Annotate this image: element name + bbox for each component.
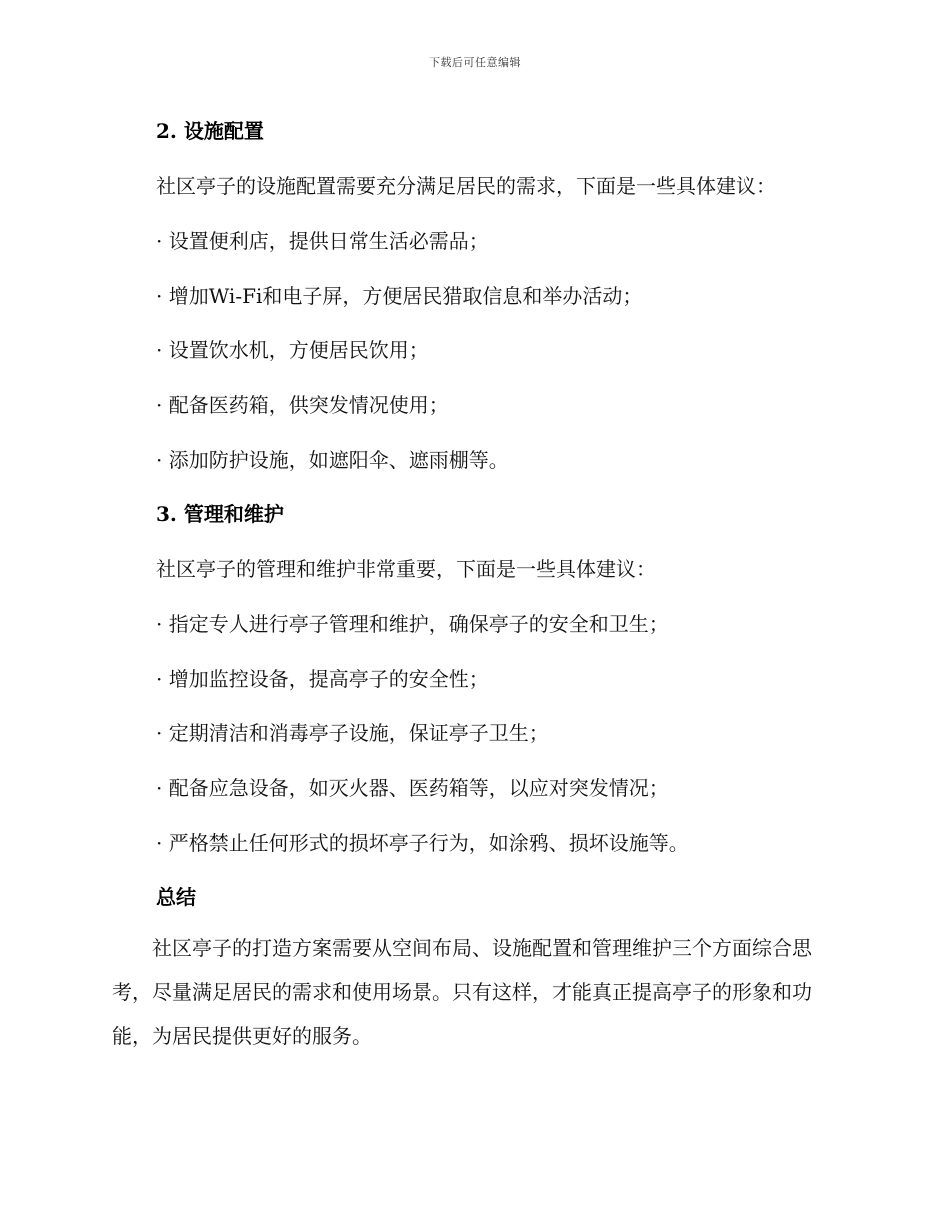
list-item: · 增加监控设备，提高亭子的安全性； (156, 667, 489, 691)
page-header-note: 下载后可任意编辑 (429, 56, 521, 69)
summary-paragraph: 社区亭子的打造方案需要从空间布局、设施配置和管理维护三个方面综合思考，尽量满足居民的需求和使用场景。只有这样，才能真正提高亭子的形象和功能，为居民提供更好的服务。 (112, 936, 812, 1048)
list-item: · 设置饮水机，方便居民饮用； (156, 338, 429, 362)
list-item: · 增加Wi-Fi和电子屏，方便居民猎取信息和举办活动； (156, 284, 643, 308)
list-item: · 严格禁止任何形式的损坏亭子行为，如涂鸦、损坏设施等。 (156, 831, 689, 855)
section-intro-facilities: 社区亭子的设施配置需要充分满足居民的需求，下面是一些具体建议： (156, 174, 776, 198)
list-item: · 配备应急设备，如灭火器、医药箱等，以应对突发情况； (156, 776, 669, 800)
list-item: · 配备医药箱，供突发情况使用； (156, 393, 449, 417)
section-heading-summary: 总结 (156, 885, 196, 909)
section-intro-management: 社区亭子的管理和维护非常重要，下面是一些具体建议： (156, 557, 656, 581)
section-heading-management: 3. 管理和维护 (156, 502, 284, 526)
section-heading-facilities: 2. 设施配置 (156, 119, 264, 143)
list-item: · 定期清洁和消毒亭子设施，保证亭子卫生； (156, 721, 549, 745)
list-item: · 指定专人进行亭子管理和维护，确保亭子的安全和卫生； (156, 612, 669, 636)
list-item: · 设置便利店，提供日常生活必需品； (156, 229, 489, 253)
list-item: · 添加防护设施，如遮阳伞、遮雨棚等。 (156, 448, 509, 472)
